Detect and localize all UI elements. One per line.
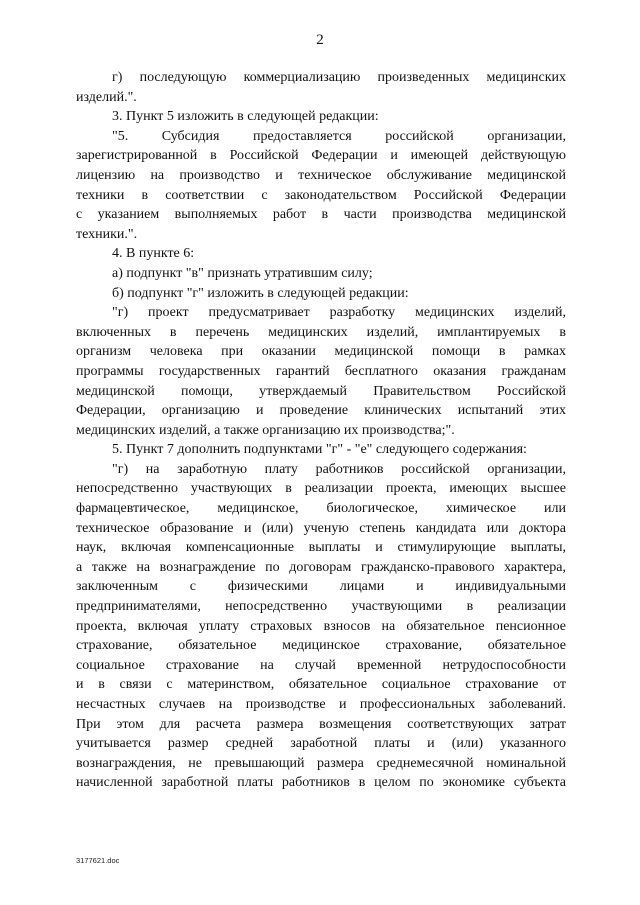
text-line: страхование, обязательное медицинское страхование, обязательное [76,638,566,654]
text-line: наук, включая компенсационные выплаты и стимулирующие выплаты, [76,540,566,556]
text-line: заключенным с физическими лицами и индивидуальными [76,579,566,595]
text-line: фармацевтическое, медицинское, биологическое, химическое или [76,501,566,517]
text-line: учитывается размер средней заработной платы и (или) указанного [76,736,566,752]
text-line: техники.". [76,226,138,242]
text-line: При этом для расчета размера возмещения соответствующих затрат [76,716,566,732]
text-line: а также на вознаграждение по договорам гражданско-правового характера, [76,559,566,575]
text-line: техническое образование и (или) ученую степень кандидата или доктора [76,520,566,536]
text-line: 5. Пункт 7 дополнить подпунктами "г" - "е" следующего содержания: [112,442,527,458]
text-line: 3. Пункт 5 изложить в следующей редакции: [112,109,379,125]
text-line: непосредственно участвующих в реализации проекта, имеющих высшее [76,481,566,497]
text-line: Федерации, организацию и проведение клинических испытаний этих [76,403,566,419]
text-line: б) подпункт "г" изложить в следующей редакции: [112,285,409,301]
document-filename: 3177621.doc [76,856,120,865]
page-number: 2 [316,32,324,48]
text-line: социальное страхование на случай временной нетрудоспособности [76,657,566,673]
text-line: организм человека при оказании медицинской помощи в рамках [76,344,566,360]
text-line: 4. В пункте 6: [112,246,195,262]
text-line: предпринимателями, непосредственно участвующими в реализации [76,599,566,615]
text-line: лицензию на производство и техническое обслуживание медицинской [76,167,566,183]
text-line: а) подпункт "в" признать утратившим силу; [112,265,373,281]
text-line: "5. Субсидия предоставляется российской организации, [112,128,566,144]
text-line: зарегистрированной в Российской Федерации и имеющей действующую [76,148,566,164]
text-line: несчастных случаев на производстве и профессиональных заболеваний. [76,697,566,712]
text-line: включенных в перечень медицинских изделий, имплантируемых в [76,324,566,340]
text-line: проекта, включая уплату страховых взносов на обязательное пенсионное [76,618,566,634]
text-line: изделий.". [76,89,137,105]
text-line: начисленной заработной платы работников в целом по экономике субъекта [76,775,566,791]
text-line: "г) проект предусматривает разработку медицинских изделий, [112,305,566,321]
text-line: "г) на заработную плату работников российской организации, [112,461,566,477]
text-line: с указанием выполняемых работ в части производства медицинской [76,207,566,223]
text-line: г) последующую коммерциализацию произведенных медицинских [112,70,566,85]
text-line: медицинских изделий, а также организацию их производства;". [76,422,455,438]
text-line: и в связи с материнством, обязательное социальное страхование от [76,677,566,693]
text-line: вознаграждения, не превышающий размера среднемесячной номинальной [76,755,566,771]
document-body [76,68,566,793]
text-line: медицинской помощи, утверждаемый Правительством Российской [76,383,566,399]
text-line: техники в соответствии с законодательством Российской Федерации [76,187,566,203]
text-line: программы государственных гарантий бесплатного оказания гражданам [76,363,566,379]
